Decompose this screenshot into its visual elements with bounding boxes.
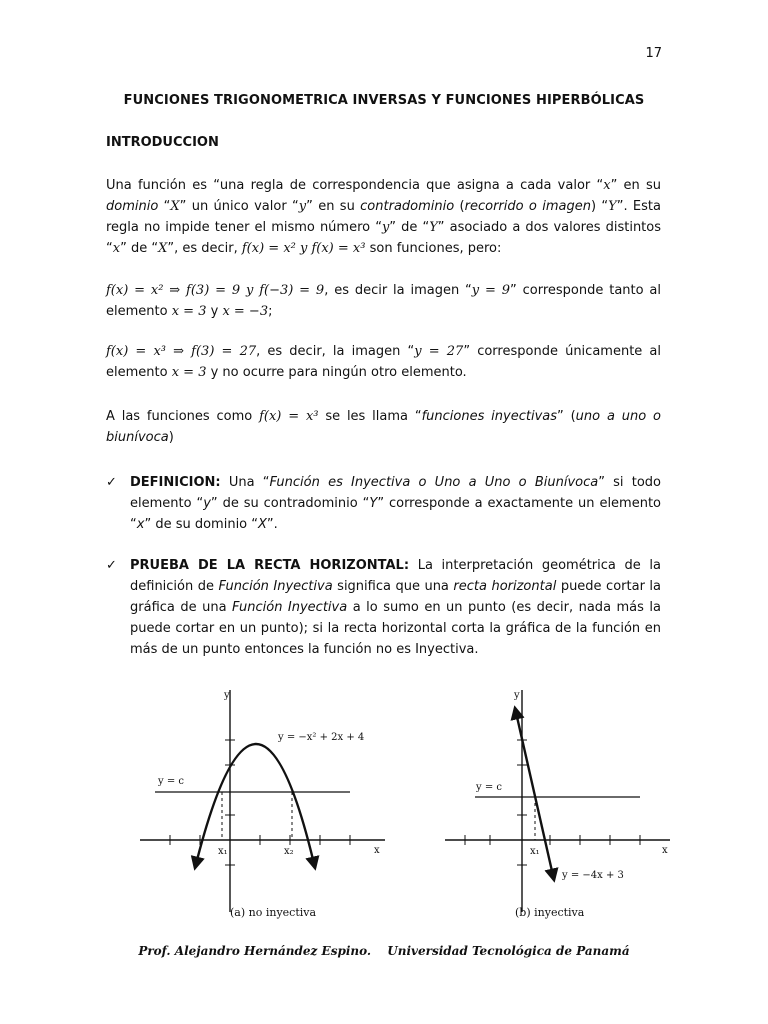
document-title: FUNCIONES TRIGONOMETRICA INVERSAS Y FUNCIONES HIPERBÓLICAS [123,93,645,108]
equation-label: y = −4x + 3 [562,870,624,881]
x1-label: x₁ [530,846,540,857]
x-axis-label: x [662,845,668,856]
bullet-prueba-recta-horizontal: ✓ PRUEBA DE LA RECTA HORIZONTAL: La interpretación geométrica de la definición de Función Inyectiva significa que una recta horizontal puede cortar la gráfica de una Función Inyectiva a lo sumo en un punto (es decir, nada más la puede cortar en un punto); si la recta horizontal corta la gráfica de la función en más de un punto entonces la función no es Inyectiva. [106,555,661,660]
parabola-curve [195,744,315,868]
y-axis-label: y [224,690,230,701]
section-heading: INTRODUCCION [106,135,219,150]
x2-label: x₂ [284,846,294,857]
yc-label: y = c [158,776,184,787]
x1-label: x₁ [218,846,228,857]
figure-b [445,690,670,919]
bullet-definicion: ✓ DEFINICION: Una “Función es Inyectiva o Uno a Uno o Biunívoca” si todo elemento “y” de su contradominio “Y” corresponde a exactamente un elemento “x” de su dominio “X”. [106,472,661,535]
paragraph-example-square: f(x) = x² ⇒ f(3) = 9 y f(−3) = 9, es decir la imagen “y = 9” corresponde tanto al elemento x = 3 y x = −3; [106,283,662,319]
checkmark-icon: ✓ [106,558,117,573]
y-axis-label: y [514,690,520,701]
checkmark-icon: ✓ [106,475,117,490]
figure-a [140,690,385,919]
footer [0,944,768,958]
x-axis-label: x [374,845,380,856]
paragraph-example-cube: f(x) = x³ ⇒ f(3) = 27, es decir, la imagen “y = 27” corresponde únicamente al elemento x = 3 y no ocurre para ningún otro elemento. [106,344,662,380]
equation-label: y = −x² + 2x + 4 [278,732,365,743]
caption-b: (b) inyectiva [515,906,585,919]
footer-author: Prof. Alejandro Hernández Espino. [138,944,372,958]
footer-institution: Universidad Tecnológica de Panamá [387,944,630,958]
figures-graphs [140,680,680,920]
caption-a: (a) no inyectiva [230,906,317,919]
yc-label: y = c [476,782,502,793]
paragraph-inyectivas: A las funciones como f(x) = x³ se les llama “funciones inyectivas” (uno a uno o biunívoca) [106,409,661,445]
paragraph-definition-function: Una función es “una regla de correspondencia que asigna a cada valor “x” en su dominio “X” un único valor “y” en su contradominio (recorrido o imagen) “Y”. Esta regla no impide tener el mismo número “y” de “Y” asociado a dos valores distintos “x” de “X”, es decir, f(x) = x² y f(x) = x³ son funciones, pero: [106,178,662,256]
page-number: 17 [645,46,662,61]
